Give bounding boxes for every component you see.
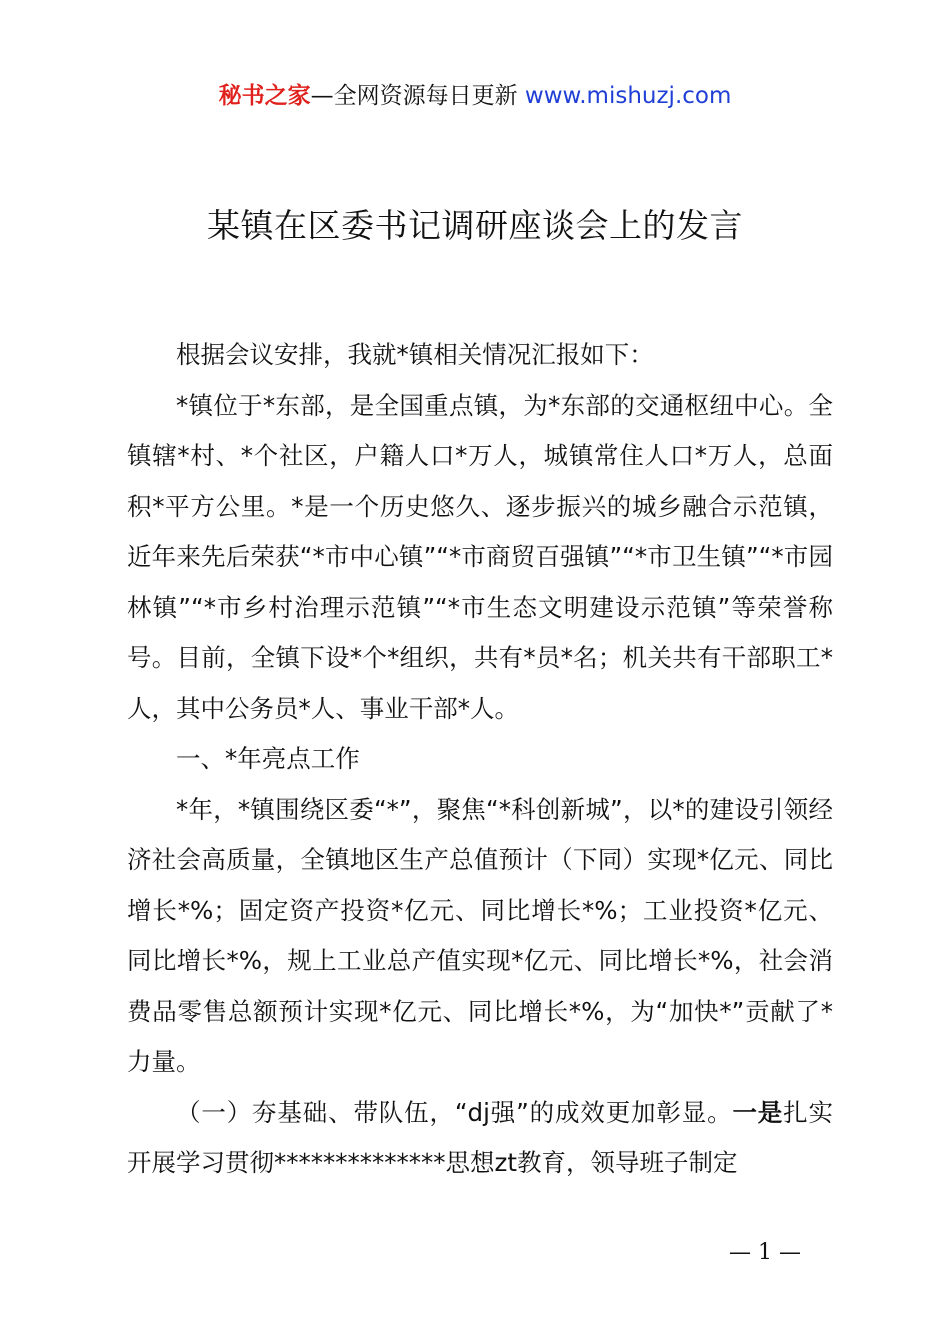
document-title: 某镇在区委书记调研座谈会上的发言 bbox=[207, 206, 743, 246]
bold-marker: 一是 bbox=[732, 1097, 784, 1127]
site-header bbox=[0, 80, 950, 112]
section-heading: 一、*年亮点工作 bbox=[176, 744, 360, 773]
document-body bbox=[127, 330, 833, 1189]
paragraph-overview: *镇位于*东部，是全国重点镇，为*东部的交通枢纽中心。全镇辖*村、*个社区，户籍人口*万人，城镇常住人口*万人，总面积*平方公里。*是一个历史悠久、逐步振兴的城乡融合示范镇，近年来先后荣获“*市中心镇”“*市商贸百强镇”“*市卫生镇”“*市园林镇”“*市乡村治理示范镇”“*市生态文明建设示范镇”等荣誉称号。目前，全镇下设*个*组织，共有*员*名；机关共有干部职工*人，其中公务员*人、事业干部*人。 bbox=[127, 390, 833, 723]
subsection-text: 扎实开展学习贯彻**************思想zt教育，领导班子制定 bbox=[127, 1097, 834, 1177]
site-url[interactable]: www.mishuzj.com bbox=[524, 83, 732, 109]
brand-name: 秘书之家 bbox=[218, 83, 311, 109]
paragraph-intro: 根据会议安排，我就*镇相关情况汇报如下： bbox=[176, 340, 654, 369]
page-number: — 1 — bbox=[729, 1240, 801, 1265]
paragraph-subsection-one bbox=[127, 1088, 833, 1189]
subsection-heading: （一）夯基础、带队伍，“dj强”的成效更加彰显。 bbox=[176, 1097, 733, 1127]
paragraph-highlights: *年，*镇围绕区委“*”，聚焦“*科创新城”，以*的建设引领经济社会高质量，全镇地区生产总值预计（下同）实现*亿元、同比增长*%；固定资产投资*亿元、同比增长*%；工业投资*亿元、同比增长*%，规上工业总产值实现*亿元、同比增长*%，社会消费品零售总额预计实现*亿元、同比增长*%，为“加快*”贡献了*力量。 bbox=[127, 794, 833, 1076]
header-slogan: —全网资源每日更新 bbox=[310, 83, 525, 109]
